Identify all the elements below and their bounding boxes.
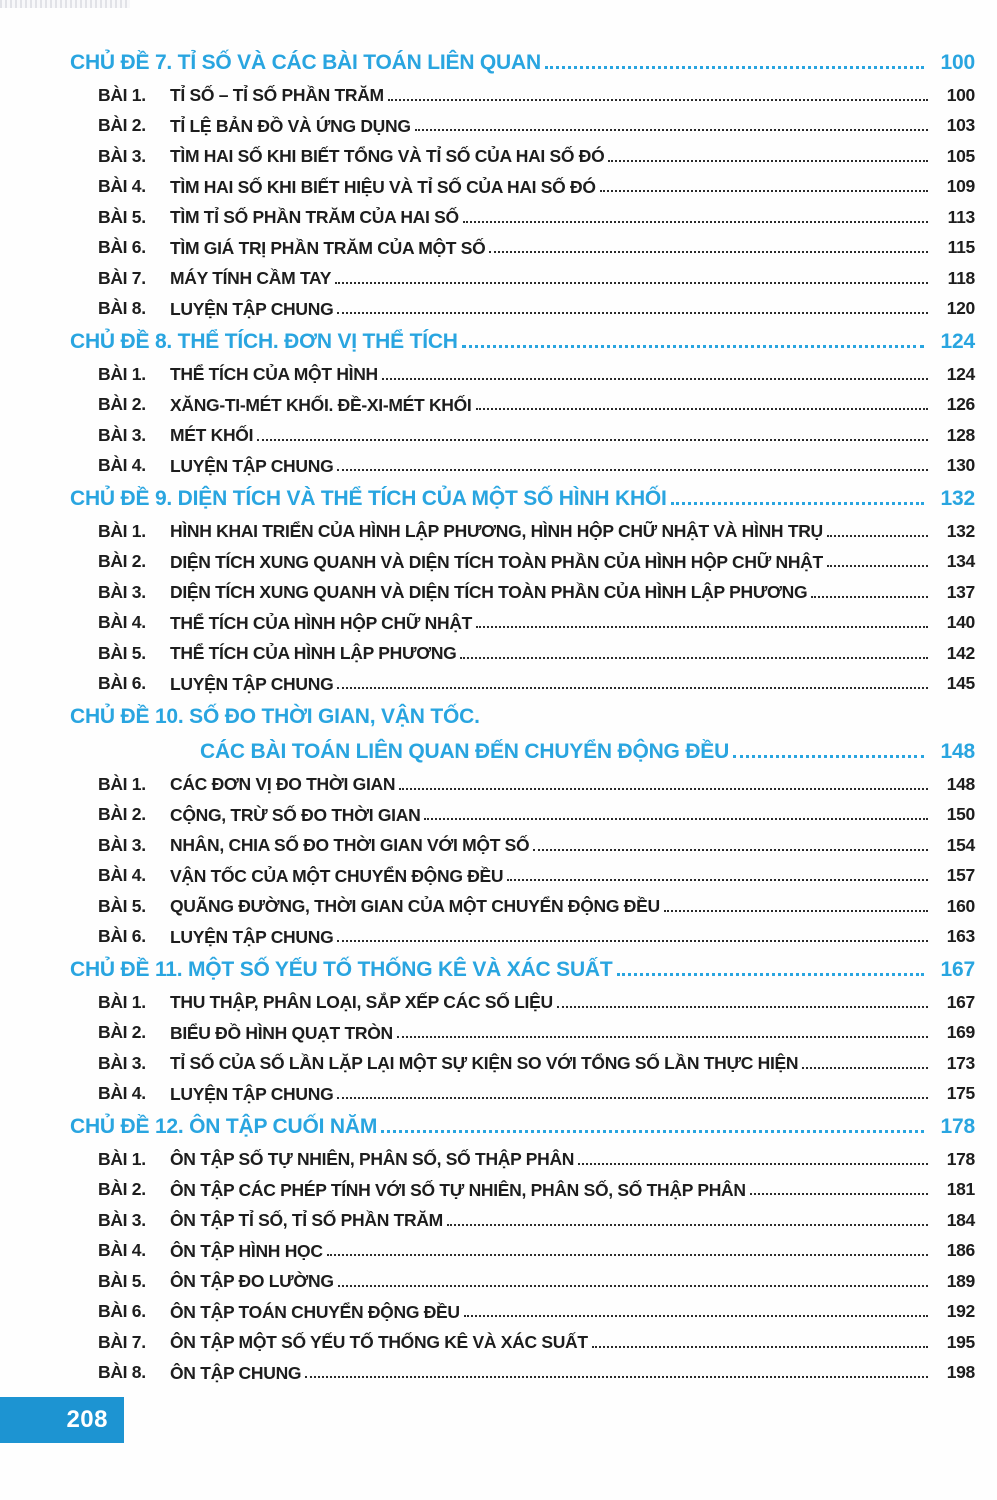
toc-lesson-row xyxy=(98,1322,975,1353)
lesson-label: BÀI 1. xyxy=(98,991,146,1012)
dot-leader xyxy=(545,66,924,69)
lesson-title: MÁY TÍNH CẦM TAY xyxy=(170,268,332,289)
lesson-label: BÀI 3. xyxy=(98,1209,146,1230)
dot-leader xyxy=(337,1097,928,1099)
toc-lesson-row xyxy=(98,664,975,695)
toc-lesson-row xyxy=(98,1261,975,1292)
lesson-label: BÀI 7. xyxy=(98,267,146,288)
lesson-title: DIỆN TÍCH XUNG QUANH VÀ DIỆN TÍCH TOÀN PHẦN CỦA HÌNH LẬP PHƯƠNG xyxy=(170,582,808,603)
dot-leader xyxy=(447,1224,928,1226)
chapter-page-number: 167 xyxy=(940,958,975,981)
footer-page-number: 208 xyxy=(66,1406,108,1433)
chapter-page-number: 178 xyxy=(940,1115,975,1138)
lesson-page-number: 154 xyxy=(946,834,975,855)
chapter-heading-row xyxy=(70,40,975,75)
dot-leader xyxy=(460,657,928,659)
lesson-title: LUYỆN TẬP CHUNG xyxy=(170,1083,334,1104)
lesson-page-number: 118 xyxy=(947,267,975,288)
lesson-title: BIỂU ĐỒ HÌNH QUẠT TRÒN xyxy=(170,1022,393,1043)
dot-leader xyxy=(464,1315,928,1317)
lesson-title: TỈ LỆ BẢN ĐỒ VÀ ỨNG DỤNG xyxy=(170,115,411,136)
lesson-page-number: 198 xyxy=(946,1362,975,1382)
lesson-page-number: 124 xyxy=(946,363,975,384)
chapter-title: CHỦ ĐỀ 11. MỘT SỐ YẾU TỐ THỐNG KÊ VÀ XÁC SUẤT xyxy=(70,957,613,981)
scan-artifact xyxy=(0,0,130,8)
lesson-label: BÀI 6. xyxy=(98,926,146,946)
lesson-title: ÔN TẬP TOÁN CHUYỂN ĐỘNG ĐỀU xyxy=(170,1301,460,1322)
lesson-page-number: 181 xyxy=(946,1179,975,1199)
chapter-heading-row xyxy=(70,1104,975,1139)
toc-lesson-row xyxy=(98,1013,975,1044)
lesson-page-number: 148 xyxy=(946,773,975,794)
table-of-contents xyxy=(0,40,997,1383)
toc-lesson-row xyxy=(98,167,975,198)
lesson-title: LUYỆN TẬP CHUNG xyxy=(170,926,334,947)
lesson-page-number: 167 xyxy=(946,991,975,1012)
lesson-page-number: 189 xyxy=(946,1270,975,1291)
toc-lesson-row xyxy=(98,1292,975,1323)
lesson-page-number: 192 xyxy=(946,1301,975,1321)
toc-lesson-row xyxy=(98,825,975,856)
toc-lesson-row xyxy=(98,197,975,228)
dot-leader xyxy=(802,1067,928,1069)
lesson-label: BÀI 8. xyxy=(98,298,146,318)
lesson-title: TÌM GIÁ TRỊ PHẦN TRĂM CỦA MỘT SỐ xyxy=(170,237,486,258)
lesson-title: THỂ TÍCH CỦA HÌNH LẬP PHƯƠNG xyxy=(170,643,457,664)
dot-leader xyxy=(327,1254,928,1256)
lesson-title: MÉT KHỐI xyxy=(170,425,254,446)
lesson-page-number: 169 xyxy=(946,1022,975,1042)
dot-leader xyxy=(476,626,928,628)
chapter-page-number: 132 xyxy=(940,487,975,510)
dot-leader xyxy=(337,940,928,942)
toc-lesson-row xyxy=(98,354,975,385)
dot-leader xyxy=(382,378,928,380)
lesson-label: BÀI 5. xyxy=(98,206,146,227)
chapter-heading-row xyxy=(70,319,975,354)
footer-page-number-badge xyxy=(0,1397,124,1443)
dot-leader xyxy=(733,755,924,758)
lesson-title: TÌM HAI SỐ KHI BIẾT TỔNG VÀ TỈ SỐ CỦA HAI SỐ ĐÓ xyxy=(170,146,605,167)
lesson-title: TỈ SỐ – TỈ SỐ PHẦN TRĂM xyxy=(170,85,384,106)
dot-leader xyxy=(337,469,928,471)
toc-lesson-row xyxy=(98,136,975,167)
lesson-label: BÀI 8. xyxy=(98,1362,146,1382)
lesson-label: BÀI 4. xyxy=(98,612,146,632)
dot-leader xyxy=(671,502,924,505)
lesson-page-number: 128 xyxy=(946,424,975,445)
toc-lesson-row xyxy=(98,982,975,1013)
lesson-label: BÀI 4. xyxy=(98,455,146,475)
chapter-title: CHỦ ĐỀ 8. THỂ TÍCH. ĐƠN VỊ THỂ TÍCH xyxy=(70,329,458,353)
dot-leader xyxy=(617,973,924,976)
lesson-page-number: 175 xyxy=(946,1083,975,1103)
lesson-page-number: 105 xyxy=(946,145,975,166)
lesson-title: HÌNH KHAI TRIỂN CỦA HÌNH LẬP PHƯƠNG, HÌNH HỘP CHỮ NHẬT VÀ HÌNH TRỤ xyxy=(170,521,823,542)
lesson-label: BÀI 3. xyxy=(98,581,146,602)
toc-lesson-row xyxy=(98,633,975,664)
lesson-label: BÀI 6. xyxy=(98,1301,146,1321)
lesson-label: BÀI 6. xyxy=(98,673,146,693)
lesson-title: QUÃNG ĐƯỜNG, THỜI GIAN CỦA MỘT CHUYỂN ĐỘNG ĐỀU xyxy=(170,896,660,917)
chapter-page-number: 148 xyxy=(940,740,975,763)
toc-lesson-row xyxy=(98,1231,975,1262)
toc-lesson-row xyxy=(98,1043,975,1074)
dot-leader xyxy=(533,849,928,851)
chapter-page-number: 124 xyxy=(940,330,975,353)
lesson-page-number: 113 xyxy=(947,206,975,227)
lesson-label: BÀI 3. xyxy=(98,1052,146,1073)
toc-lesson-row xyxy=(98,228,975,259)
lesson-title: ÔN TẬP SỐ TỰ NHIÊN, PHÂN SỐ, SỐ THẬP PHÂN xyxy=(170,1149,575,1170)
dot-leader xyxy=(600,190,928,192)
dot-leader xyxy=(397,1036,928,1038)
lesson-page-number: 173 xyxy=(946,1052,975,1073)
toc-chapter-9 xyxy=(70,476,975,694)
dot-leader xyxy=(827,565,928,567)
lesson-title: CỘNG, TRỪ SỐ ĐO THỜI GIAN xyxy=(170,804,421,825)
toc-lesson-row xyxy=(98,542,975,573)
toc-chapter-12 xyxy=(70,1104,975,1383)
lesson-label: BÀI 2. xyxy=(98,804,146,824)
chapter-heading-row xyxy=(70,476,975,511)
lesson-label: BÀI 3. xyxy=(98,834,146,855)
lesson-page-number: 142 xyxy=(946,642,975,663)
lesson-title: LUYỆN TẬP CHUNG xyxy=(170,673,334,694)
toc-lesson-row xyxy=(98,106,975,137)
lesson-label: BÀI 5. xyxy=(98,642,146,663)
chapter-title: CHỦ ĐỀ 7. TỈ SỐ VÀ CÁC BÀI TOÁN LIÊN QUAN xyxy=(70,50,541,74)
lesson-label: BÀI 4. xyxy=(98,865,146,885)
lesson-page-number: 150 xyxy=(946,804,975,824)
lesson-label: BÀI 1. xyxy=(98,363,146,384)
dot-leader xyxy=(337,312,928,314)
toc-lesson-row xyxy=(98,603,975,634)
toc-chapter-10 xyxy=(70,694,975,947)
lesson-label: BÀI 3. xyxy=(98,145,146,166)
lesson-label: BÀI 1. xyxy=(98,84,146,105)
dot-leader xyxy=(462,345,924,348)
lesson-title: LUYỆN TẬP CHUNG xyxy=(170,455,334,476)
chapter-heading-row-2 xyxy=(70,729,975,764)
toc-lesson-row xyxy=(98,1139,975,1170)
dot-leader xyxy=(337,687,928,689)
lesson-label: BÀI 1. xyxy=(98,1148,146,1169)
lesson-title: ÔN TẬP CÁC PHÉP TÍNH VỚI SỐ TỰ NHIÊN, PHÂN SỐ, SỐ THẬP PHÂN xyxy=(170,1179,746,1200)
dot-leader xyxy=(476,408,929,410)
lesson-page-number: 100 xyxy=(946,84,975,105)
dot-leader xyxy=(557,1006,928,1008)
toc-lesson-row xyxy=(98,289,975,320)
lesson-page-number: 186 xyxy=(946,1240,975,1260)
lesson-label: BÀI 7. xyxy=(98,1331,146,1352)
lesson-title: XĂNG-TI-MÉT KHỐI. ĐỀ-XI-MÉT KHỐI xyxy=(170,394,472,415)
lesson-title: ÔN TẬP ĐO LƯỜNG xyxy=(170,1271,334,1292)
dot-leader xyxy=(257,439,928,441)
toc-lesson-row xyxy=(98,572,975,603)
dot-leader xyxy=(399,788,928,790)
dot-leader xyxy=(424,818,928,820)
lesson-title: TÌM HAI SỐ KHI BIẾT HIỆU VÀ TỈ SỐ CỦA HAI SỐ ĐÓ xyxy=(170,176,596,197)
lesson-title: TỈ SỐ CỦA SỐ LẦN LẶP LẠI MỘT SỰ KIỆN SO VỚI TỔNG SỐ LẦN THỰC HIỆN xyxy=(170,1053,799,1074)
chapter-title-line2: CÁC BÀI TOÁN LIÊN QUAN ĐẾN CHUYỂN ĐỘNG ĐỀU xyxy=(200,739,730,763)
chapter-title: CHỦ ĐỀ 10. SỐ ĐO THỜI GIAN, VẬN TỐC. xyxy=(70,704,480,728)
lesson-title: ÔN TẬP MỘT SỐ YẾU TỐ THỐNG KÊ VÀ XÁC SUẤT xyxy=(170,1332,588,1353)
lesson-label: BÀI 2. xyxy=(98,1179,146,1199)
lesson-page-number: 120 xyxy=(946,298,975,318)
toc-chapter-8 xyxy=(70,319,975,476)
lesson-label: BÀI 5. xyxy=(98,895,146,916)
toc-lesson-row xyxy=(98,511,975,542)
lesson-title: ÔN TẬP CHUNG xyxy=(170,1362,302,1383)
toc-lesson-row xyxy=(98,446,975,477)
toc-lesson-row xyxy=(98,917,975,948)
dot-leader xyxy=(489,251,928,253)
lesson-label: BÀI 6. xyxy=(98,237,146,257)
lesson-page-number: 145 xyxy=(946,673,975,693)
lesson-label: BÀI 2. xyxy=(98,1022,146,1042)
lesson-page-number: 109 xyxy=(946,176,975,196)
lesson-label: BÀI 4. xyxy=(98,1083,146,1103)
toc-lesson-row xyxy=(98,415,975,446)
lesson-title: ÔN TẬP HÌNH HỌC xyxy=(170,1240,323,1261)
chapter-title: CHỦ ĐỀ 9. DIỆN TÍCH VÀ THỂ TÍCH CỦA MỘT SỐ HÌNH KHỐI xyxy=(70,486,667,510)
toc-lesson-row xyxy=(98,795,975,826)
lesson-title: VẬN TỐC CỦA MỘT CHUYỂN ĐỘNG ĐỀU xyxy=(170,865,504,886)
dot-leader xyxy=(592,1346,928,1348)
chapter-heading-row xyxy=(70,947,975,982)
lesson-label: BÀI 4. xyxy=(98,176,146,196)
toc-lesson-row xyxy=(98,1200,975,1231)
lesson-title: NHÂN, CHIA SỐ ĐO THỜI GIAN VỚI MỘT SỐ xyxy=(170,835,530,856)
dot-leader xyxy=(335,282,928,284)
toc-lesson-row xyxy=(98,1074,975,1105)
lesson-page-number: 134 xyxy=(946,551,975,571)
lesson-page-number: 157 xyxy=(946,865,975,885)
toc-lesson-row xyxy=(98,1353,975,1384)
dot-leader xyxy=(827,535,928,537)
lesson-page-number: 126 xyxy=(946,394,975,414)
lesson-label: BÀI 1. xyxy=(98,520,146,541)
chapter-title: CHỦ ĐỀ 12. ÔN TẬP CUỐI NĂM xyxy=(70,1114,378,1138)
lesson-title: THU THẬP, PHÂN LOẠI, SẮP XẾP CÁC SỐ LIỆU xyxy=(170,992,553,1013)
lesson-label: BÀI 2. xyxy=(98,551,146,571)
lesson-title: ÔN TẬP TỈ SỐ, TỈ SỐ PHẦN TRĂM xyxy=(170,1210,443,1231)
toc-lesson-row xyxy=(98,75,975,106)
lesson-page-number: 160 xyxy=(946,895,975,916)
chapter-heading-row xyxy=(70,694,975,729)
dot-leader xyxy=(305,1376,928,1378)
lesson-label: BÀI 4. xyxy=(98,1240,146,1260)
dot-leader xyxy=(750,1193,928,1195)
lesson-label: BÀI 5. xyxy=(98,1270,146,1291)
lesson-label: BÀI 1. xyxy=(98,773,146,794)
toc-lesson-row xyxy=(98,1170,975,1201)
dot-leader xyxy=(381,1130,924,1133)
dot-leader xyxy=(811,596,928,598)
toc-lesson-row xyxy=(98,258,975,289)
lesson-label: BÀI 2. xyxy=(98,394,146,414)
lesson-page-number: 178 xyxy=(946,1148,975,1169)
toc-chapter-11 xyxy=(70,947,975,1104)
dot-leader xyxy=(388,99,928,101)
lesson-title: CÁC ĐƠN VỊ ĐO THỜI GIAN xyxy=(170,774,396,795)
dot-leader xyxy=(608,160,928,162)
lesson-title: THỂ TÍCH CỦA MỘT HÌNH xyxy=(170,364,378,385)
toc-lesson-row xyxy=(98,886,975,917)
dot-leader xyxy=(664,910,928,912)
lesson-page-number: 184 xyxy=(946,1209,975,1230)
lesson-page-number: 163 xyxy=(946,926,975,946)
dot-leader xyxy=(415,129,928,131)
lesson-title: LUYỆN TẬP CHUNG xyxy=(170,298,334,319)
dot-leader xyxy=(338,1285,928,1287)
dot-leader xyxy=(463,221,928,223)
lesson-page-number: 195 xyxy=(946,1331,975,1352)
chapter-page-number: 100 xyxy=(940,51,975,74)
dot-leader xyxy=(507,879,928,881)
lesson-page-number: 137 xyxy=(946,581,975,602)
lesson-label: BÀI 2. xyxy=(98,115,146,135)
lesson-title: THỂ TÍCH CỦA HÌNH HỘP CHỮ NHẬT xyxy=(170,612,473,633)
toc-lesson-row xyxy=(98,856,975,887)
lesson-page-number: 130 xyxy=(946,455,975,475)
toc-lesson-row xyxy=(98,385,975,416)
lesson-title: DIỆN TÍCH XUNG QUANH VÀ DIỆN TÍCH TOÀN PHẦN CỦA HÌNH HỘP CHỮ NHẬT xyxy=(170,551,823,572)
lesson-page-number: 115 xyxy=(947,237,975,257)
lesson-page-number: 140 xyxy=(946,612,975,632)
lesson-page-number: 103 xyxy=(946,115,975,135)
lesson-page-number: 132 xyxy=(946,520,975,541)
dot-leader xyxy=(578,1163,928,1165)
toc-lesson-row xyxy=(98,764,975,795)
toc-chapter-7 xyxy=(70,40,975,319)
lesson-label: BÀI 3. xyxy=(98,424,146,445)
lesson-title: TÌM TỈ SỐ PHẦN TRĂM CỦA HAI SỐ xyxy=(170,207,459,228)
